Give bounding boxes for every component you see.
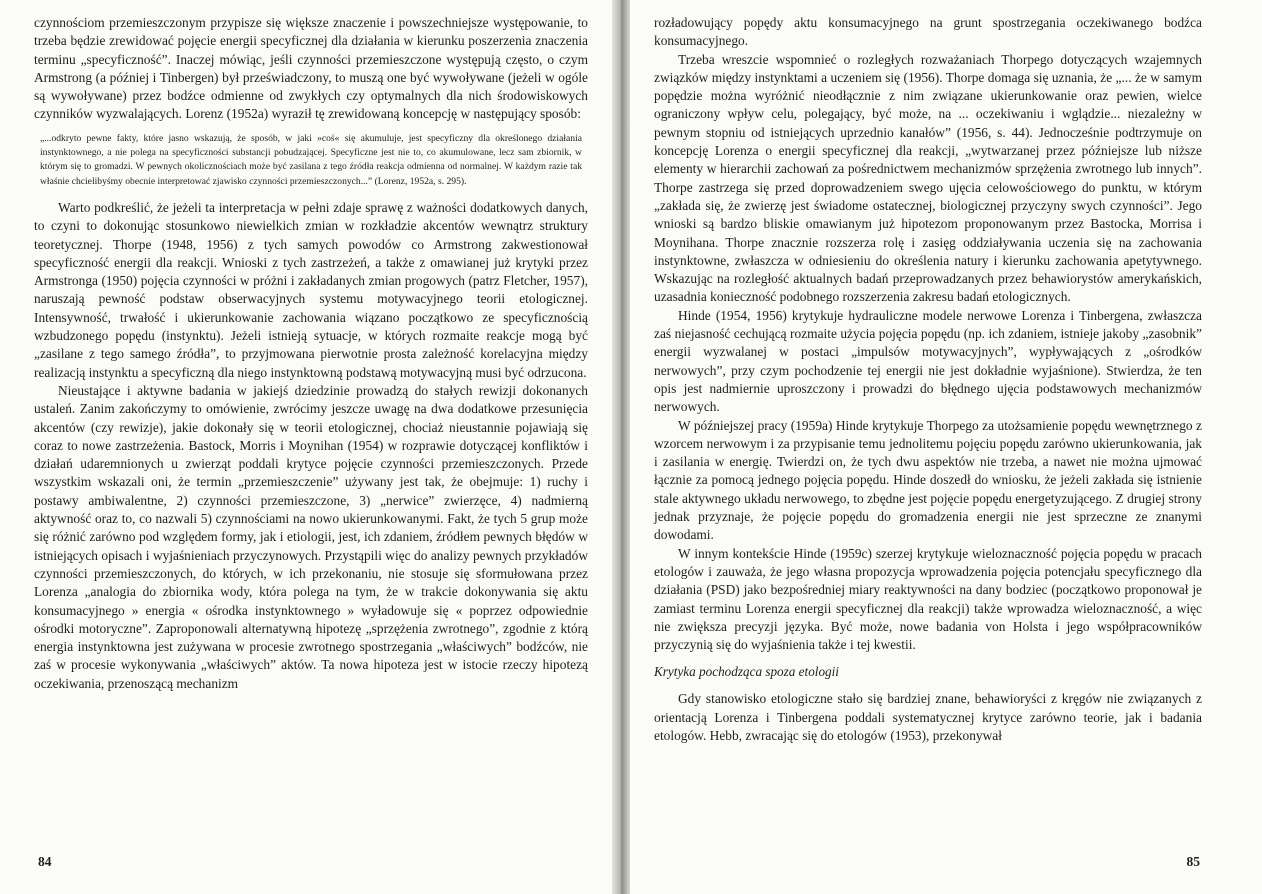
paragraph: W innym kontekście Hinde (1959c) szerzej krytykuje wieloznaczność pojęcia popędu w pracach etologów i zauważa, że jego własna propozycja wprowadzenia pojęcia potencjału specyficznego dla działania (PSD) jako bezpośredniej miary reaktywności na dany bodziec (początkowo proponował je zamiast terminu Lorenza energii specyficznej dla reakcji) także wprowadza wieloznaczność, a więc nie zwiększa precyzji języka. Być może, nowe badania von Holsta i jego współpracowników przyczynią się do wyjaśnienia także i tej kwestii. [654,545,1202,653]
paragraph: W późniejszej pracy (1959a) Hinde krytykuje Thorpego za utożsamienie popędu wewnętrznego z wzorcem nerwowym i za przypisanie temu jednolitemu pojęciu popędu zarówno ukierunkowania, jak i zasilania w energię. Twierdzi on, że tych dwu aspektów nie trzeba, a nawet nie można ujmować łącznie za pomocą jednego pojęcia popędu. Hinde doszedł do wniosku, że jeżeli zakłada się istnienie stale aktywnego układu nerwowego, to zbędne jest pojęcie popędu energetyzującego. Z drugiej strony jednak przyznaje, że pojęcie popędu do gromadzenia energii nie jest sprzeczne ze znanymi dowodami. [654,417,1202,543]
page-number-right: 85 [1186,854,1200,869]
left-page [0,0,616,894]
paragraph: Warto podkreślić, że jeżeli ta interpretacja w pełni zdaje sprawę z ważności dodatkowych danych, to czyni to dokonując stosunkowo niewielkich zmian w rozkładzie akcentów wewnątrz struktury teoretycznej. Thorpe (1948, 1956) z tych samych powodów co Armstrong zakwestionował specyficzność energii dla reakcji. Wnioski z tych zastrzeżeń, a także z omawianej już krytyki przez Armstronga (1950) pojęcia czynności w próżni i zakładanych zmian progowych (patrz Fletcher, 1957), naruszają pewność podstaw obserwacyjnych systemu motywacyjnego teorii etologicznej. Intensywność, trwałość i ukierunkowanie zachowania wiązano początkowo ze specyficznością wzbudzonego popędu (instynktu). Jeżeli istnieją sytuacje, w których rozmaite reakcje mogą być „zasilane z tego samego źródła”, to przyjmowana pierwotnie prosta zależność korelacyjna między realizacją instynktu a specyficzną dla niego instynktowną podstawą motywacyjną musi być odrzucona. [34,199,588,380]
paragraph: czynnościom przemieszczonym przypisze się większe znaczenie i powszechniejsze występowanie, to trzeba będzie zrewidować pojęcie energii specyficznej dla działania w kierunku poszerzenia znaczenia terminu „specyficzność”. Inaczej mówiąc, jeśli czynności przemieszczone występują często, o czym Armstrong (a później i Tinbergen) był przeświadczony, to muszą one być wywoływane (jeżeli w ogóle są wywoływane) przez bodźce odmienne od zwykłych czy optymalnych dla nich środowiskowych czynników wyzwalających. Lorenz (1952a) wyraził tę zrewidowaną koncepcję w następujący sposób: [34,15,588,122]
paragraph: Nieustające i aktywne badania w jakiejś dziedzinie prowadzą do stałych rewizji dokonanych ustaleń. Zanim zakończymy to omówienie, zwrócimy jeszcze uwagę na dwa dodatkowe przesunięcia akcentów (czy rewizje), jakie dokonały się w teorii etologicznej, chociaż nieustannie pojawiają się coraz to nowe zastrzeżenia. Bastock, Morris i Moynihan (1954) w rozprawie dotyczącej konfliktów i działań udaremnionych u zwierząt poddali krytyce pojęcie czynności przemieszczonych. Przede wszystkim wskazali oni, że termin „przemieszczenie” używany jest tak, że obejmuje: 1) ruchy i postawy ambiwalentne, 2) czynności przemieszczone, 3) „nerwice” zwierzęce, 4) nadmierną aktywność oraz to, co nazwali 5) czynnościami na nowo ukierunkowanymi. Fakt, że tych 5 grup może się różnić zarówno pod względem formy, jak i etiologii, jest, ich zdaniem, źródłem pewnych błędów w istniejących opisach i wyjaśnieniach przyczynowych. Przystąpili więc do analizy pewnych przykładów czynności przemieszczonych, do których, w ich przekonaniu, nie stosuje się sformułowana przez Lorenza „analogia do zbiornika wody, która polega na tym, że w trakcie dokonywania się aktu konsumacyjnego » energia « ośrodka instynktownego » wyładowuje się « poprzez odpowiednie ośrodki motoryczne”. Zaproponowali alternatywną hipotezę „sprzężenia zwrotnego”, zgodnie z którą energia instynktowna jest zużywana w procesie zwrotnego spostrzegania „właściwych” bodźców, nie zaś w procesie wykonywania „właściwych” aktów. Ta nowa hipoteza jest w istocie rzeczy hipotezą oczekiwania, przenoszącą mechanizm [34,382,588,691]
paragraph: Gdy stanowisko etologiczne stało się bardziej znane, behawioryści z kręgów nie związanych z orientacją Lorenza i Tinbergena poddali systematycznej krytyce zarówno teorie, jak i badania etologów. Hebb, zwracając się do etologów (1953), przekonywał [654,691,1202,743]
block-quote: „...odkryto pewne fakty, które jasno wskazują, że sposób, w jaki »coś« się akumuluje, jest specyficzny dla określonego działania instynktownego, a nie polega na specyficzności substancji pobudzającej. Specyficzne jest nie to, co akumulowane, lecz sam zbiornik, w którym się to gromadzi. W pewnych okolicznościach może być zasilana z tego źródła reakcja odmienna od normalnej. W każdym razie tak właśnie chcielibyśmy obecnie interpretować zjawisko czynności przemieszczonych...” (Lorenz, 1952a, s. 295). [40,132,582,187]
paragraph: Trzeba wreszcie wspomnieć o rozległych rozważaniach Thorpego dotyczących wzajemnych związków między instynktami a uczeniem się (1956). Thorpe domaga się uznania, że „... że w samym popędzie można wyróżnić nieodłącznie z nim związane ukierunkowanie oraz pewien, wielce ograniczony wpływ celu, polegający, być może, na ... oczekiwaniu i wglądzie... niezależny w pewnym stopniu od istniejących uprzednio kanałów” (1956, s. 44). Jednocześnie podtrzymuje on koncepcję Lorenza o energii specyficznej dla reakcji, „wytwarzanej przez późniejsze lub niższe elementy w hierarchii zachowań za pośrednictwem mechanizmów sprzężenia zwrotnego lub innych”. Thorpe zastrzega się przed doprowadzeniem swego ujęcia celowościowego do punktu, w którym „zakłada się, że zwierzę jest świadome ostatecznej, biologicznej przyczyny swych czynności”. Jego wnioski są bardzo bliskie omawianym już hipotezom proponowanym przez Bastocka, Morrisa i Moynihana. Thorpe znacznie rozszerza rolę i zasięg oddziaływania uczenia się na zachowania instynktowne, zwłaszcza w odniesieniu do określenia natury i kierunku zachowania apetytywnego. Wskazując na rozległość aktualnych badań przeprowadzanych przez behawiorystów amerykańskich, uzasadnia konieczność podobnego rozszerzenia zakresu badań etologicznych. [654,51,1202,305]
right-page [616,0,1262,894]
paragraph: rozładowujący popędy aktu konsumacyjnego na grunt spostrzegania oczekiwanego bodźca konsumacyjnego. [654,15,1202,49]
page-number-left: 84 [38,854,52,869]
paragraph: Hinde (1954, 1956) krytykuje hydrauliczne modele nerwowe Lorenza i Tinbergena, zwłaszcza zaś niejasność cechującą rozmaite użycia pojęcia popędu (np. ich zdaniem, istnieje jakoby „zasobnik” energii wyzwalanej w postaci „impulsów motywacyjnych”, wypływających z „ośrodków nerwowych”, przy czym pochodzenie tej energii nie jest dokładnie wyjaśnione). Stwierdza, że ten opis jest nadmiernie uproszczony i prowadzi do błędnego ujęcia podstawowych mechanizmów nerwowych. [654,307,1202,415]
section-heading: Krytyka pochodząca spoza etologii [654,664,839,680]
